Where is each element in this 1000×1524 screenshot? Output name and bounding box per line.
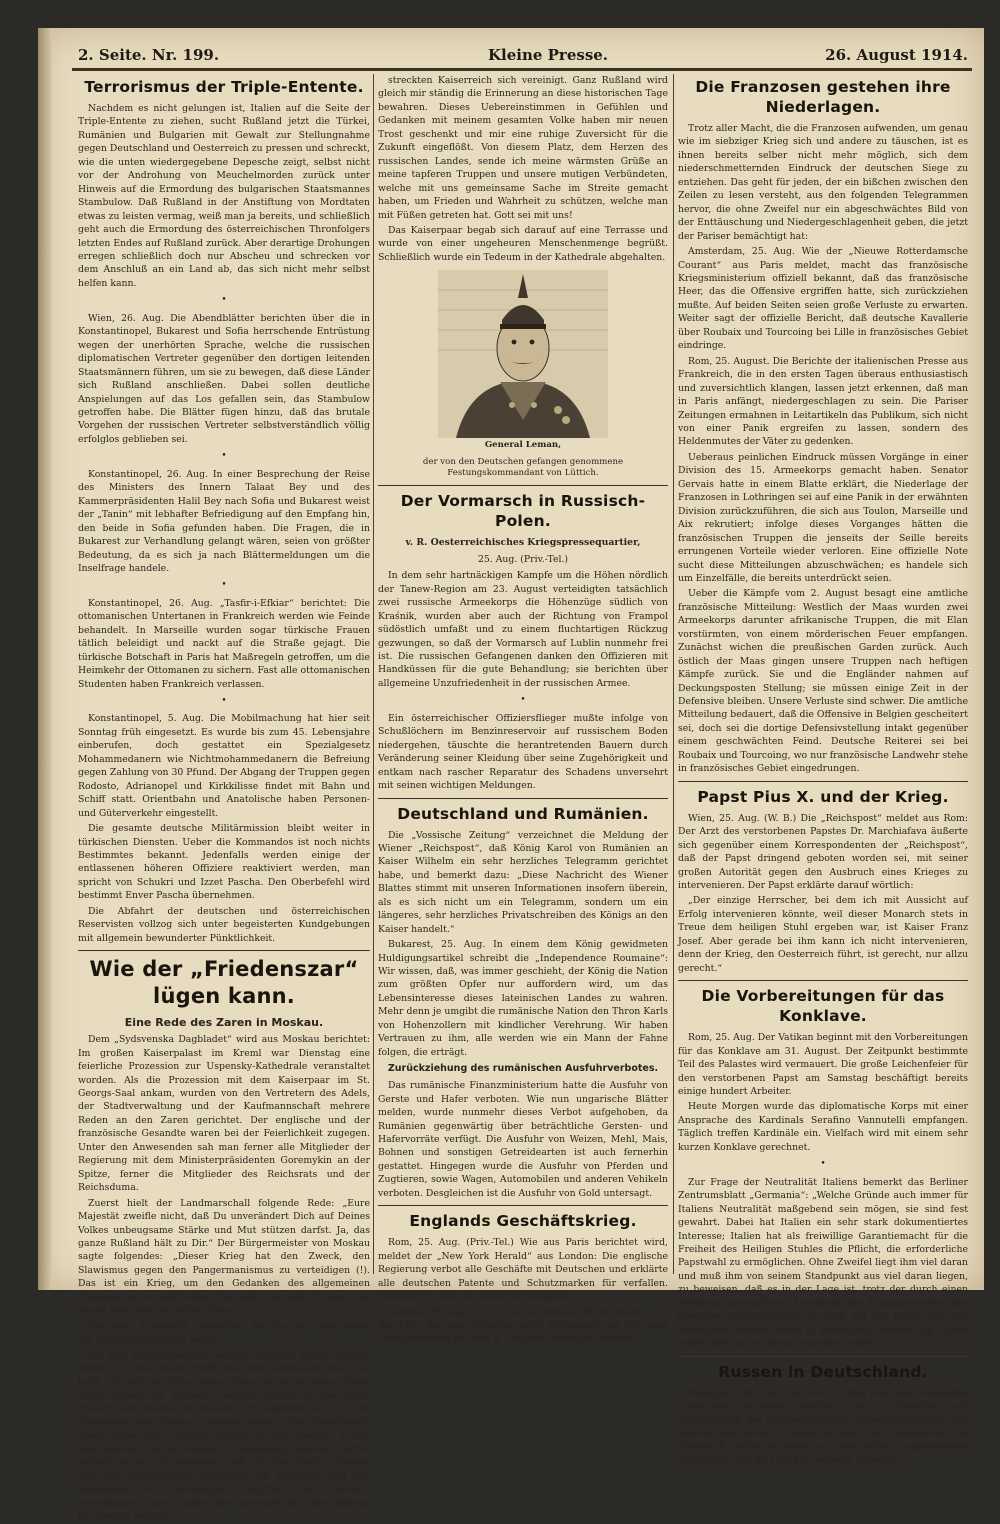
article-paragraph: Auf diese Ansprache antwortete der Zar mit einer Rede, die folgenden Wortlaut hatte: [78,1320,370,1346]
article-paragraph: Rom, 25. Aug. (Priv.-Tel.) Wie aus Paris berichtet wird, meldet der „New York Herald“ aus London: Die englische Regierung verbot alle Geschäfte mit Deutschen und erklärte alle deutschen Patente und Schutzmarken für verfallen. Frankreich plant ein ähnliches Vorgehen. [378,1237,668,1303]
column-3 [678,74,968,1466]
article-paragraph: Rom, 25. August. Die Berichte der italienischen Presse aus Frankreich, die in den ersten Tagen überaus enthusiastisch und zuversichtlich klangen, lassen jetzt erkennen, daß man in Paris anfängt, niedergeschlagen zu sein. Die Pariser Zeitungen ermahnen in Leitartikeln das Publikum, sich nicht von einer Panik ergreifen zu lassen, sondern des Heldenmutes der Väter zu gedenken. [678,355,968,448]
headline-vormarsch: Der Vormarsch in Russisch-Polen. [400,492,646,531]
separator-star: • [221,451,227,462]
separator-star: • [520,695,526,706]
column-divider [673,74,674,1274]
article-paragraph: Zuerst hielt der Landmarschall folgende Rede: „Eure Majestät zweifle nicht, daß Du unverändert Dich auf Deines Volkes unbeugsame Stärke und Mut stützen darfst. Ja, das ganze Rußland hält zu Dir.“ Der Bürgermeister von Moskau sagte folgendes: „Dieser Krieg hat den Zweck, den Slawismus gegen den Pangermanismus zu verteidigen (!). Das ist ein Krieg, um den Gedanken des allgemeinen Friedens zu verwirklichen. Sei nicht verzagt, Kaiser, das ganze Volk steht zu Deiner Seite.“ [78,1197,370,1317]
article-rule [378,1205,668,1206]
article-paragraph: Die gesamte deutsche Militärmission bleibt weiter in türkischen Diensten. Ueber die Kommandos ist noch nichts Bestimmtes bekannt. Jedenfalls werden einige der entlassenen höheren Offiziere reaktiviert werden, man spricht von Schukri und Izzet Pascha. Den Oberbefehl wird bestimmt Enver Pascha übernehmen. [78,823,370,902]
article-paragraph: Zur Frage der Neutralität Italiens bemerkt das Berliner Zentrumsblatt „Germania“: „Welche Gründe auch immer für Italiens Neutralität maßgebend sein mögen, sie sind fest gewahrt. Dabei hat Italien ein sehr stark dokumentiertes Interesse; Italien hat als freiwillige Garantiemacht für die Freiheit des Heiligen Stuhles die Pflicht, die erforderliche Papstwahl zu ermöglichen. Ohne Zweifel liegt ihm viel daran und muß ihm von seinem Standpunkt aus viel daran liegen, zu beweisen, daß es in der Lage ist, trotz der durch einen Weltkrieg geschaffenen Umstände das Zusammentreten des Konklave sicherzustellen. Es liegt auf der Hand, daß das unmöglich werden würde in demselben Moment, da Italien selbst aktiv in den Krieg eingreifen würde.“ [678,1176,968,1350]
article-paragraph: Konstantinopel, 26. Aug. In einer Besprechung der Reise des Ministers des Innern Talaat Bey und des Kammerpräsidenten Halil Bey nach Sofia und Bukarest weist der „Tanin“ mit lebhafter Befriedigung auf den Empfang hin, den beide in Sofia gefunden haben. Die Fragen, die in Bukarest zur Verhandlung gelangt wären, seien von größter Bedeutung, da es sich ja nach Blättermeldungen um die Inselfrage handele. [78,468,370,574]
article-paragraph: Die Abfahrt der deutschen und österreichischen Reservisten vollzog sich unter begeisterten Kundgebungen mit allgemein bewunderter Pünktlichkeit. [78,905,370,944]
article-paragraph: Trotz aller Macht, die die Franzosen aufwenden, um genau wie im siebziger Krieg sich und andere zu täuschen, ist es ihnen bereits selber nicht mehr möglich, sich dem niederschmetternden Eindruck der deutschen Siege zu entziehen. Das geht für jeden, der ein bißchen zwischen den Zeilen zu lesen versteht, aus den folgenden Telegrammen hervor, die ohne Zweifel nur ein abgeschwächtes Bild von der Enttäuschung und Niedergeschlagenheit geben, die jetzt der Pariser bemächtigt hat: [678,123,968,242]
article-rule [378,485,668,486]
headline-deutschland-rumaenien: Deutschland und Rumänien. [397,804,649,823]
header-rule [72,68,972,71]
article-paragraph: In dem sehr hartnäckigen Kampfe um die Höhen nördlich der Tanew-Region am 23. August verteidigten tatsächlich zwei russische Armeekorps die Höhenzüge südlich von Kraśnik, wurden aber auch der Richtung von Frampol südöstlich umfaßt und zu einem fluchtartigen Rückzug gezwungen, so daß der Vormarsch auf Lublin nunmehr frei ist. Die russischen Gefangenen danken den Offizieren mit Handküssen für die gute Behandlung; sie berichten über allgemeine Unzufriedenheit in der russischen Armee. [378,570,668,689]
page-header [78,42,968,66]
portrait-caption-desc: der von den Deutschen gefangen genommene Festungskommandant von Lüttich. [422,457,624,479]
article-paragraph: Dem „Sydsvenska Dagbladet“ wird aus Moskau berichtet: Im großen Kaiserpalast im Kreml war Dienstag eine feierliche Prozession zur Uspensky-Kathedrale veranstaltet worden. Als die Prozession mit dem Kaiserpaar im St. Georgs-Saal ankam, wurden von den Vertretern des Adels, der Stadtverwaltung und der Kaufmannschaft mehrere Reden an den Zaren gerichtet. Der englische und der französische Gesandte waren bei der Feierlichkeit zugegen. Unter den Anwesenden sah man ferner alle Mitglieder der Regierung mit dem Ministerpräsidenten Goremykin an der Spitze, ferner die Mitglieder des Reichsrats und der Reichsduma. [78,1034,370,1194]
article-paragraph: Rom, 25. Aug. Der Vatikan beginnt mit den Vorbereitungen für das Konklave am 31. August. Der Zeitpunkt bestimmte Teil des Palastes wird vermauert. Die große Leichenfeier für den verstorbenen Papst am Samstag beschäftigt bereits einige hundert Arbeiter. [678,1032,968,1097]
separator-star: • [221,696,227,707]
article-paragraph: Konstantinopel, 26. Aug. „Tasfir-i-Efkiar“ berichtet: Die ottomanischen Untertanen in Frankreich werden wie Feinde behandelt. In Marseille wurden sogar türkische Frauen tätlich beleidigt und nackt auf die Straße gejagt. Die türkische Botschaft in Paris hat Maßregeln getroffen, um die Heimkehr der Ottomanen zu sichern. Fast alle ottomanischen Studenten haben Frankreich verlassen. [78,597,370,690]
article-paragraph: Ein österreichischer Offiziersflieger mußte infolge von Schußlöchern im Benzinreservoir auf russischem Boden niedergehen, täuschte die herantretenden Bauern durch Veränderung seiner Kleidung über seine Zugehörigkeit und entkam nach rascher Reparatur des Schadens unversehrt mit seinen wichtigen Meldungen. [378,712,668,792]
article-paragraph: London, 25. Aug. (W. B.) Das allgemeine Moratorium, d. h. die Frist für den Aufschub aller Zahlungen, ist für ganz Großbritannien bis zum 4. Oktober verlängert worden. [378,1306,668,1345]
article-paragraph: Das rumänische Finanzministerium hatte die Ausfuhr von Gerste und Hafer verboten. Wie nun ungarische Blätter melden, wurde nunmehr dieses Verbot aufgehoben, da Rumänien gegenwärtig über beträchtliche Gersten- und Hafervorräte verfügt. Die Ausfuhr von Weizen, Mehl, Mais, Bohnen und sonstigen Getreidearten ist auch fernerhin gestattet. Hingegen wurde die Ausfuhr von Pferden und Zugtieren, sowie Wagen, Automobilen und anderen Vehikeln verboten. Desgleichen ist die Ausfuhr von Gold untersagt. [378,1080,668,1199]
article-paragraph: Kissingen, 26. Aug. Die noch in Bad Kissingen weilenden russischen Kurgäste wurden heute Vormittag auf Veranlassung des stellvertretenden Generalkommandos des zweiten bayrischen Armeekorps nach der Plassenburg bei Kulmbach verbracht, einem vor zwei Jahren ausgelassenen Zuchthaus, und dort bis auf weiteres interniert. [678,1387,968,1466]
article-paragraph: Ueber die Kämpfe vom 2. August besagt eine amtliche französische Mitteilung: Westlich der Maas wurden zwei Armeekorps darunter afrikanische Truppen, die mit Elan vorstürmten, von einem mörderischen Feuer empfangen. Zunächst wichen die preußischen Garden zurück. Auch östlich der Maas gingen unsere Truppen nach heftigen Kämpfe zurück. Sie und die Engländer nahmen auf Deckungsposten Stellung; sie müssen einige Zeit in der Defensive bleiben. Unsere Verluste sind schwer. Die amtliche Mitteilung bedauert, daß die Offensive in Belgien gescheitert sei, doch sei die dortige Defensivstellung intakt gegenüber einem geschwächten Feind. Deutsche Reiterei sei bei Roubaix und Tourcoing, wo nur französische Landwehr stehe in französisches Gebiet eingedrungen. [678,588,968,775]
article-paragraph: Wien, 25. Aug. (W. B.) Die „Reichspost“ meldet aus Rom: Der Arzt des verstorbenen Papstes Dr. Marchiafava äußerte sich gegenüber einem Korrespondenten der „Reichspost“, daß der Papst dringend geboten worden sei, mit seiner großen Autorität gegen den Ausbruch eines Krieges zu intervenieren. Der Papst erklärte darauf wörtlich: [678,812,968,892]
portrait-caption-name: General Leman, [484,440,562,451]
column-1 [78,74,370,1523]
article-paragraph: Das Kaiserpaar begab sich darauf auf eine Terrasse und wurde von einer ungeheuren Menschenmenge begrüßt. Schließlich wurde ein Tedeum in der Kathedrale abgehalten. [378,224,668,263]
subheadline-ausfuhrverbot: Zurückziehung des rumänischen Ausfuhrverbotes. [387,1063,659,1075]
headline-russen: Russen in Deutschland. [718,1362,928,1381]
article-paragraph: Ueberaus peinlichen Eindruck müssen Vorgänge in einer Division des 15. Armeekorps gemacht haben. Senator Gervais hatte in einem Blatte erklärt, die Niederlage der Franzosen in Lothringen sei auf eine Panik in der erwähnten Division zurückzuführen, die sich aus Toulon, Marseille und Aix rekrutiert; infolge dieses Vorganges hätten die französischen Truppen die jenseits der Seille bereits errungenen Vorteile wieder verloren. Eine offizielle Note sucht diese Mitteilungen abzuschwächen; es handele sich um Einzelfälle, die bereits unterdrückt seien. [678,451,968,584]
headline-franzosen: Die Franzosen gestehen ihre Niederlagen. [695,78,951,116]
subheadline-rede-des-zaren: Eine Rede des Zaren in Moskau. [124,1016,324,1030]
separator-star: • [221,295,227,306]
page-binding-edge [38,28,52,1290]
headline-papst: Papst Pius X. und der Krieg. [697,787,949,806]
headline-englands-geschaeftskrieg: Englands Geschäftskrieg. [409,1212,637,1231]
column-2 [378,74,668,1345]
article-paragraph: Heute Morgen wurde das diplomatische Korps mit einer Ansprache des Kardinals Serafino Vannutelli empfangen. Täglich treffen Kardinäle ein. Vielfach wird mit einem sehr kurzen Konklave gerechnet. [678,1101,968,1153]
separator-star: • [820,1159,826,1170]
article-paragraph: streckten Kaiserreich sich vereinigt. Ganz Rußland wird gleich mir ständig die Erinnerung an diese historischen Tage bewahren. Dieses Uebereinstimmen in Gefühlen und Gedanken mit meinem gesamten Volke haben mir neuen Trost geschenkt und mir eine ruhige Zuversicht für die Zukunft eingeflößt. Von diesem Platz, dem Herzen des russischen Landes, sende ich meine wärmsten Grüße an meine tapferen Truppen und unsere mutigen Verbündeten, welche mit uns gemeinsame Sache im Streite gemacht haben, um Frieden und Wahrheit zu schützen, welche man mit Füßen getreten hat. Gott sei mit uns! [378,75,668,221]
separator-star: • [221,580,227,591]
article-paragraph: Nachdem es nicht gelungen ist, Italien auf die Seite der Triple-Entente zu ziehen, sucht Rußland jetzt die Türkei, Rumänien und Bulgarien mit Gewalt zur Stellungnahme gegen Deutschland und Oesterreich zu pressen und schreckt, wie die unten wiedergegebene Depesche zeigt, selbst nicht vor der Androhung von Meuchelmorden zurück unter Hinweis auf die Ermordung des bulgarischen Staatsmannes Stambulow. Daß Rußland in der Anstiftung von Mordtaten etwas zu leisten vermag, weiß man ja bereits, und schließlich geht auch die Ermordung des österreichischen Thronfolgers letzten Endes auf Rußland zurück. Aber derartige Drohungen erregen schließlich doch nur Abscheu und schrecken vor dem Anschluß an ein Land ab, das sich nicht mehr selbst helfen kann. [78,103,370,289]
article-paragraph: „Der einzige Herrscher, bei dem ich mit Aussicht auf Erfolg intervenieren könnte, weil dieser Monarch stets in Treue dem heiligen Stuhl ergeben war, ist Kaiser Franz Josef. Aber gerade bei ihm kann ich nicht intervenieren, denn der Krieg, den Oesterreich führt, ist gerecht, nur allzu gerecht.“ [678,895,968,974]
dateline: v. R. Oesterreichisches Kriegspressequartier, [405,537,641,549]
column-divider [373,74,374,1274]
dateline: 25. Aug. (Priv.-Tel.) [477,553,569,565]
headline-friedenszar: Wie der „Friedenszar“ lügen kann. [89,957,359,1009]
general-leman-portrait [438,270,608,438]
article-rule [678,1356,968,1357]
article-paragraph: Amsterdam, 25. Aug. Wie der „Nieuwe Rotterdamsche Courant“ aus Paris meldet, macht das französische Kriegsministerium offiziell bekannt, daß das französische Heer, das die Offensive ergriffen hatte, sich zurückziehen mußte. Auf beiden Seiten seien große Verluste zu erwarten. Weiter sagt der offizielle Bericht, daß deutsche Kavallerie über Roubaix und Tourcoing bei Lille in französisches Gebiet eindringe. [678,246,968,352]
headline-terrorismus: Terrorismus der Triple-Entente. [84,78,364,96]
article-paragraph: Bukarest, 25. Aug. In einem dem König gewidmeten Huldigungsartikel schreibt die „Independence Roumaine“: Wir wissen, daß, was immer geschieht, der König die Nation zum größten Opfer nur auffordern wird, um das Lebensinteresse dieses lateinischen Landes zu wahren. Mehr denn je umgibt die rumänische Nation den Thron Karls von Hohenzollern mit kindlicher Verehrung. Wir haben Vertrauen zu ihm, alle werden wie ein Mann der Fahne folgen, die erträgt. [378,939,668,1058]
page-number: 2. Seite. Nr. 199. [78,46,220,64]
headline-konklave: Die Vorbereitungen für das Konklave. [701,987,945,1026]
issue-date: 26. August 1914. [825,46,968,64]
article-rule [678,980,968,981]
article-rule [78,950,370,951]
article-paragraph: Die „Vossische Zeitung“ verzeichnet die Meldung der Wiener „Reichspost“, daß König Karol von Rumänien an Kaiser Wilhelm ein sehr herzliches Telegramm gerichtet habe, und bemerkt dazu: „Diese Nachricht des Wiener Blattes stimmt mit unseren Informationen insofern überein, als es sich nicht um ein Telegramm, sondern um ein längeres, sehr herzliches Privatschreiben des Königs an den Kaiser handelt.“ [378,829,668,935]
article-paragraph: Konstantinopel, 5. Aug. Die Mobilmachung hat hier seit Sonntag früh eingesetzt. Es wurde bis zum 45. Lebensjahre einberufen, doch gestattet ein Spezialgesetz Mohammedanern wie Nichtmohammedanern die Befreiung gegen Zahlung von 30 Pfund. Der Abgang der Truppen gegen Rodosto, Adrianopel und Kirkkilisse findet mit Bahn und Schiff statt. Orientbahn und Anatolische haben Personen- und Güterverkehr eingestellt. [78,713,370,819]
article-rule [678,781,968,782]
newspaper-title: Kleine Presse. [488,46,609,64]
article-paragraph: Wien, 26. Aug. Die Abendblätter berichten über die in Konstantinopel, Bukarest und Sofia herrschende Entrüstung wegen der unerhörten Sprache, welche die russischen diplomatischen Vertreter gegenüber den dortigen leitenden Staatsmännern führen, um sie zu bewegen, daß diese Länder sich Rußland anschließen. Dabei sollen deutliche Anspielungen auf das Los gefallen sein, das Stambulow getroffen habe. Die Blätter fügen hinzu, daß das brutale Vorgehen der russischen Vertreter selbstverständlich völlig erfolglos geblieben sei. [78,312,370,445]
article-rule [378,798,668,799]
article-paragraph: „In dem Kriegsunwetter, welches plötzlich gegen meinen Willen (!!) über mein friedliches Volk hereingebrochen ist, habe ich nach der Sitte meiner Ahnen versucht, meine Seele durch Gebete an Moskaus heiligen Plätzen in den alten Mauern des Kremls zu stärken. Ich begrüße in Euch die Einwohner von Moskau, meiner lieben alten Hauptstadt. Mein treues Volk, welches überall in den Städten, in der Reichsduma und im Reichsrat einstimmig meinem Aufruf gefolgt ist, hat mir bewiesen, daß mit aller Macht erhoben und alle Streitigkeiten vergessen, um Vaterland und den Slawismus zu verteidigen. Ergriffen von starker, gemeinsamer Liebe, haben alle Nationalitäten, alle Stämme in unserem weitge- [78,1349,370,1523]
